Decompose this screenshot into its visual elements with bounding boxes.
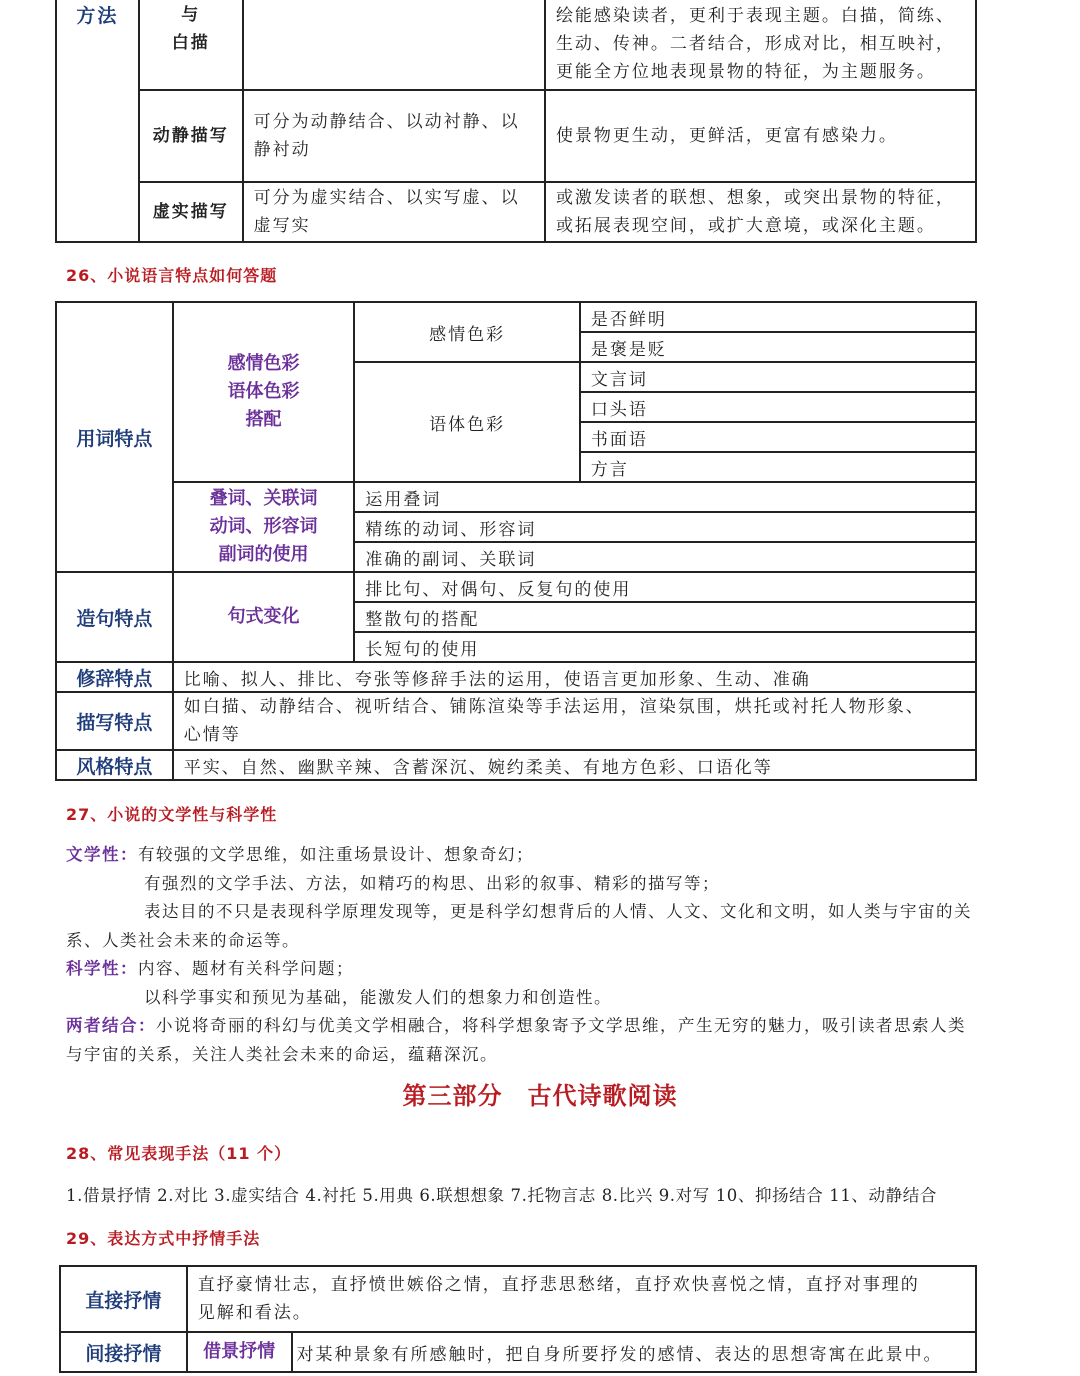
language-features-table [55,301,977,781]
sentence-features-label: 造句特点 [56,572,173,662]
section-27-body: 文学性：有较强的文学思维，如注重场景设计、想象奇幻； 有强烈的文学手法、方法，如精巧的构思、出彩的叙事、精彩的描写等； 表达目的不只是表现科学原理发现等，更是科学幻想背后的人情、人文、文化和文明，如人类与宇宙的关 系、人类社会未来的命运等。 科学性：内容、题材有关科学问题； 以科学事实和预见为基础，能激发人们的想象力和创造性。 两者结合：小说将奇丽的科幻与优美文学相融合，将科学想象寄予文学思维，产生无穷的魅力，吸引读者思索人类 与宇宙的关系，关注人类社会未来的命运，蕴藉深沉。 [66,845,972,1064]
section-26-title: 26、小说语言特点如何答题 [66,266,278,285]
word-group2-item: 精练的动词、形容词 [354,512,976,542]
word-group2-item: 准确的副词、关联词 [354,542,976,572]
row3-effect: 或激发读者的联想、想象，或突出景物的特征， 或拓展表现空间，或扩大意境，或深化主题。 [545,182,976,242]
word-group2: 叠词、关联词 动词、形容词 副词的使用 [173,482,355,572]
sentence-item: 整散句的搭配 [354,602,976,632]
indirect-label: 间接抒情 [60,1332,187,1372]
indirect-sub: 借景抒情 [187,1332,292,1372]
section-29-title: 29、表达方式中抒情手法 [66,1229,261,1248]
row3-desc: 可分为虚实结合、以实写虚、以 虚写实 [243,182,545,242]
part-title: 第三部分 古代诗歌阅读 [402,1082,678,1110]
emotion-label: 感情色彩 [354,302,580,362]
row2-desc: 可分为动静结合、以动衬静、以 静衬动 [243,90,545,182]
sentence-group: 句式变化 [173,572,355,662]
lyric-methods-table [59,1265,977,1373]
method-label: 方法 [76,5,119,27]
section-27-title: 27、小说的文学性与科学性 [66,805,278,824]
style-features-text: 平实、自然、幽默辛辣、含蓄深沉、婉约柔美、有地方色彩、口语化等 [173,750,976,780]
word-group2-item: 运用叠词 [354,482,976,512]
indirect-text: 对某种景象有所感触时，把自身所要抒发的感情、表达的思想寄寓在此景中。 [292,1332,976,1372]
row2-effect: 使景物更生动，更鲜活，更富有感染力。 [545,90,976,182]
direct-label: 直接抒情 [60,1266,187,1332]
rhetoric-label: 修辞特点 [56,662,173,692]
literary-label: 文学性： [66,845,138,864]
rhetoric-text: 比喻、拟人、排比、夸张等修辞手法的运用，使语言更加形象、生动、准确 [173,662,976,692]
description-label: 描写特点 [56,692,173,750]
style-item: 口头语 [580,392,976,422]
style-item: 方言 [580,452,976,482]
direct-text: 直抒豪情壮志，直抒愤世嫉俗之情，直抒悲思愁绪，直抒欢快喜悦之情，直抒对事理的 见解和看法。 [187,1266,976,1332]
row1-name: 与 白描 [139,0,243,90]
word-group1: 感情色彩 语体色彩 搭配 [173,302,355,482]
emotion-item: 是否鲜明 [580,302,976,332]
description-methods-table [55,0,977,243]
science-label: 科学性： [66,959,138,978]
emotion-item: 是褒是贬 [580,332,976,362]
style-features-label: 风格特点 [56,750,173,780]
row2-name: 动静描写 [139,90,243,182]
sentence-item: 长短句的使用 [354,632,976,662]
row1-effect: 绘能感染读者，更利于表现主题。白描，简练、 生动、传神。二者结合，形成对比，相互映衬， 更能全方位地表现景物的特征，为主题服务。 [545,0,976,90]
word-features-label: 用词特点 [56,302,173,572]
style-item: 书面语 [580,422,976,452]
section-28-title: 28、常见表现手法（11 个） [66,1144,292,1163]
row3-name: 虚实描写 [139,182,243,242]
row1-desc [243,0,545,90]
combined-label: 两者结合： [66,1016,156,1035]
techniques-list: 1.借景抒情 2.对比 3.虚实结合 4.衬托 5.用典 6.联想想象 7.托物言志 8.比兴 9.对写 10、抑扬结合 11、动静结合 [66,1186,937,1205]
style-item: 文言词 [580,362,976,392]
description-text: 如白描、动静结合、视听结合、铺陈渲染等手法运用，渲染氛围，烘托或衬托人物形象、 心情等 [173,692,976,750]
sentence-item: 排比句、对偶句、反复句的使用 [354,572,976,602]
method-label-cell [56,0,139,242]
style-label: 语体色彩 [354,362,580,482]
